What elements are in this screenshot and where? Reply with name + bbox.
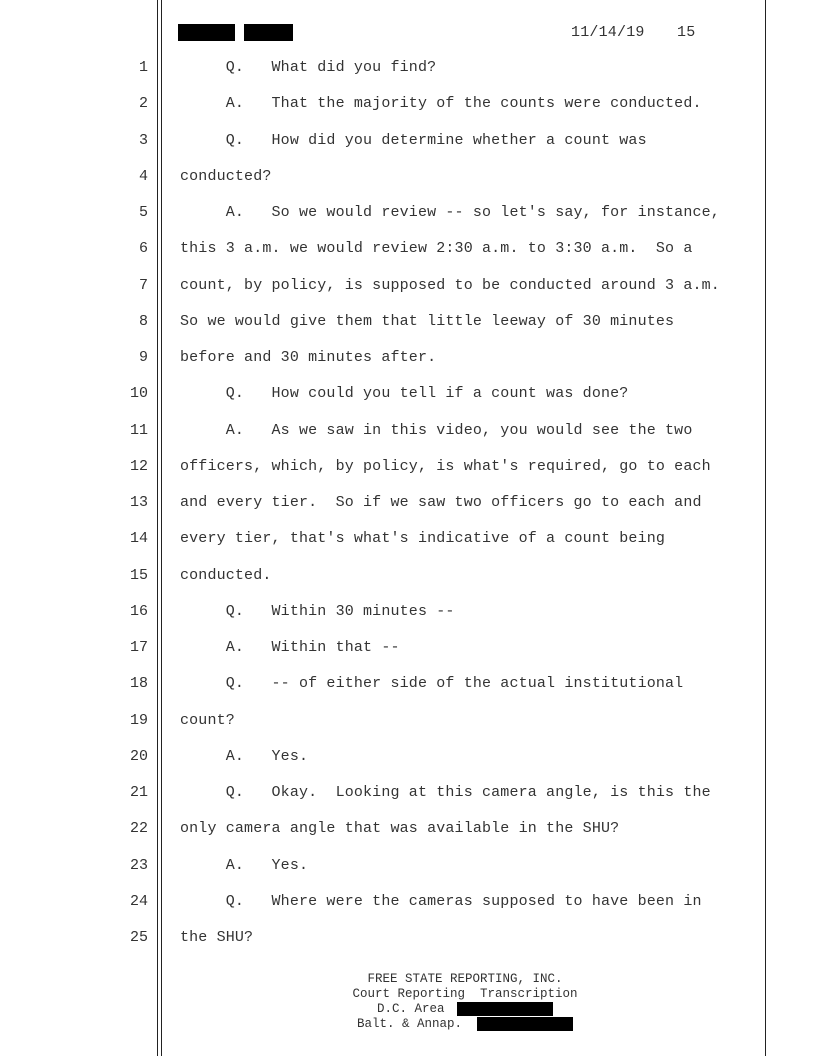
line-number: 21 — [129, 784, 148, 801]
footer-company: FREE STATE REPORTING, INC. — [367, 972, 563, 986]
footer-services: Court Reporting Transcription — [352, 987, 578, 1001]
transcript-line: A. That the majority of the counts were conducted. — [180, 95, 702, 112]
transcript-line: A. Within that -- — [180, 639, 400, 656]
transcript-line: Q. Okay. Looking at this camera angle, is this the — [180, 784, 711, 801]
transcript-line: A. Yes. — [180, 748, 309, 765]
line-number: 2 — [138, 95, 148, 112]
header-redaction-1 — [178, 24, 235, 41]
transcript-line: count? — [180, 712, 235, 729]
line-number: 20 — [129, 748, 148, 765]
line-number: 7 — [138, 277, 148, 294]
footer-dc-redaction — [457, 1002, 553, 1016]
transcript-line: this 3 a.m. we would review 2:30 a.m. to 3:30 a.m. So a — [180, 240, 693, 257]
footer-balt-label: Balt. & Annap. — [357, 1017, 463, 1031]
line-number: 22 — [129, 820, 148, 837]
transcript-line: A. Yes. — [180, 857, 309, 874]
transcript-line: officers, which, by policy, is what's required, go to each — [180, 458, 711, 475]
line-number: 18 — [129, 675, 148, 692]
transcript-line: Q. What did you find? — [180, 59, 437, 76]
line-number: 10 — [129, 385, 148, 402]
right-margin-line — [765, 0, 766, 1056]
transcript-line: every tier, that's what's indicative of a count being — [180, 530, 666, 547]
line-number: 13 — [129, 494, 148, 511]
line-number: 16 — [129, 603, 148, 620]
transcript-line: before and 30 minutes after. — [180, 349, 437, 366]
line-number: 11 — [129, 422, 148, 439]
line-number: 8 — [138, 313, 148, 330]
footer-dc-label: D.C. Area — [377, 1002, 445, 1016]
transcript-line: conducted. — [180, 567, 272, 584]
line-number: 5 — [138, 204, 148, 221]
line-number: 1 — [138, 59, 148, 76]
transcript-line: conducted? — [180, 168, 272, 185]
line-number: 12 — [129, 458, 148, 475]
line-number: 15 — [129, 567, 148, 584]
line-number: 14 — [129, 530, 148, 547]
line-number: 19 — [129, 712, 148, 729]
transcript-line: A. As we saw in this video, you would see the two — [180, 422, 693, 439]
left-margin-line-inner — [161, 0, 162, 1056]
left-margin-line-outer — [157, 0, 158, 1056]
line-number: 9 — [138, 349, 148, 366]
transcript-line: Q. Where were the cameras supposed to have been in — [180, 893, 702, 910]
transcript-line: count, by policy, is supposed to be conducted around 3 a.m. — [180, 277, 720, 294]
footer-balt-redaction — [477, 1017, 573, 1031]
transcript-line: Q. How did you determine whether a count was — [180, 132, 647, 149]
transcript-line: So we would give them that little leeway of 30 minutes — [180, 313, 675, 330]
line-number: 25 — [129, 929, 148, 946]
line-number: 24 — [129, 893, 148, 910]
line-number: 23 — [129, 857, 148, 874]
header-redaction-2 — [244, 24, 293, 41]
line-number: 6 — [138, 240, 148, 257]
transcript-line: Q. -- of either side of the actual institutional — [180, 675, 684, 692]
line-number: 17 — [129, 639, 148, 656]
transcript-line: A. So we would review -- so let's say, for instance, — [180, 204, 720, 221]
transcript-line: Q. How could you tell if a count was done? — [180, 385, 629, 402]
transcript-line: Q. Within 30 minutes -- — [180, 603, 455, 620]
transcript-line: the SHU? — [180, 929, 254, 946]
transcript-line: only camera angle that was available in the SHU? — [180, 820, 620, 837]
header-page-number: 15 — [677, 24, 696, 41]
header-date: 11/14/19 — [571, 24, 645, 41]
line-number: 3 — [138, 132, 148, 149]
transcript-line: and every tier. So if we saw two officers go to each and — [180, 494, 702, 511]
line-number: 4 — [138, 168, 148, 185]
